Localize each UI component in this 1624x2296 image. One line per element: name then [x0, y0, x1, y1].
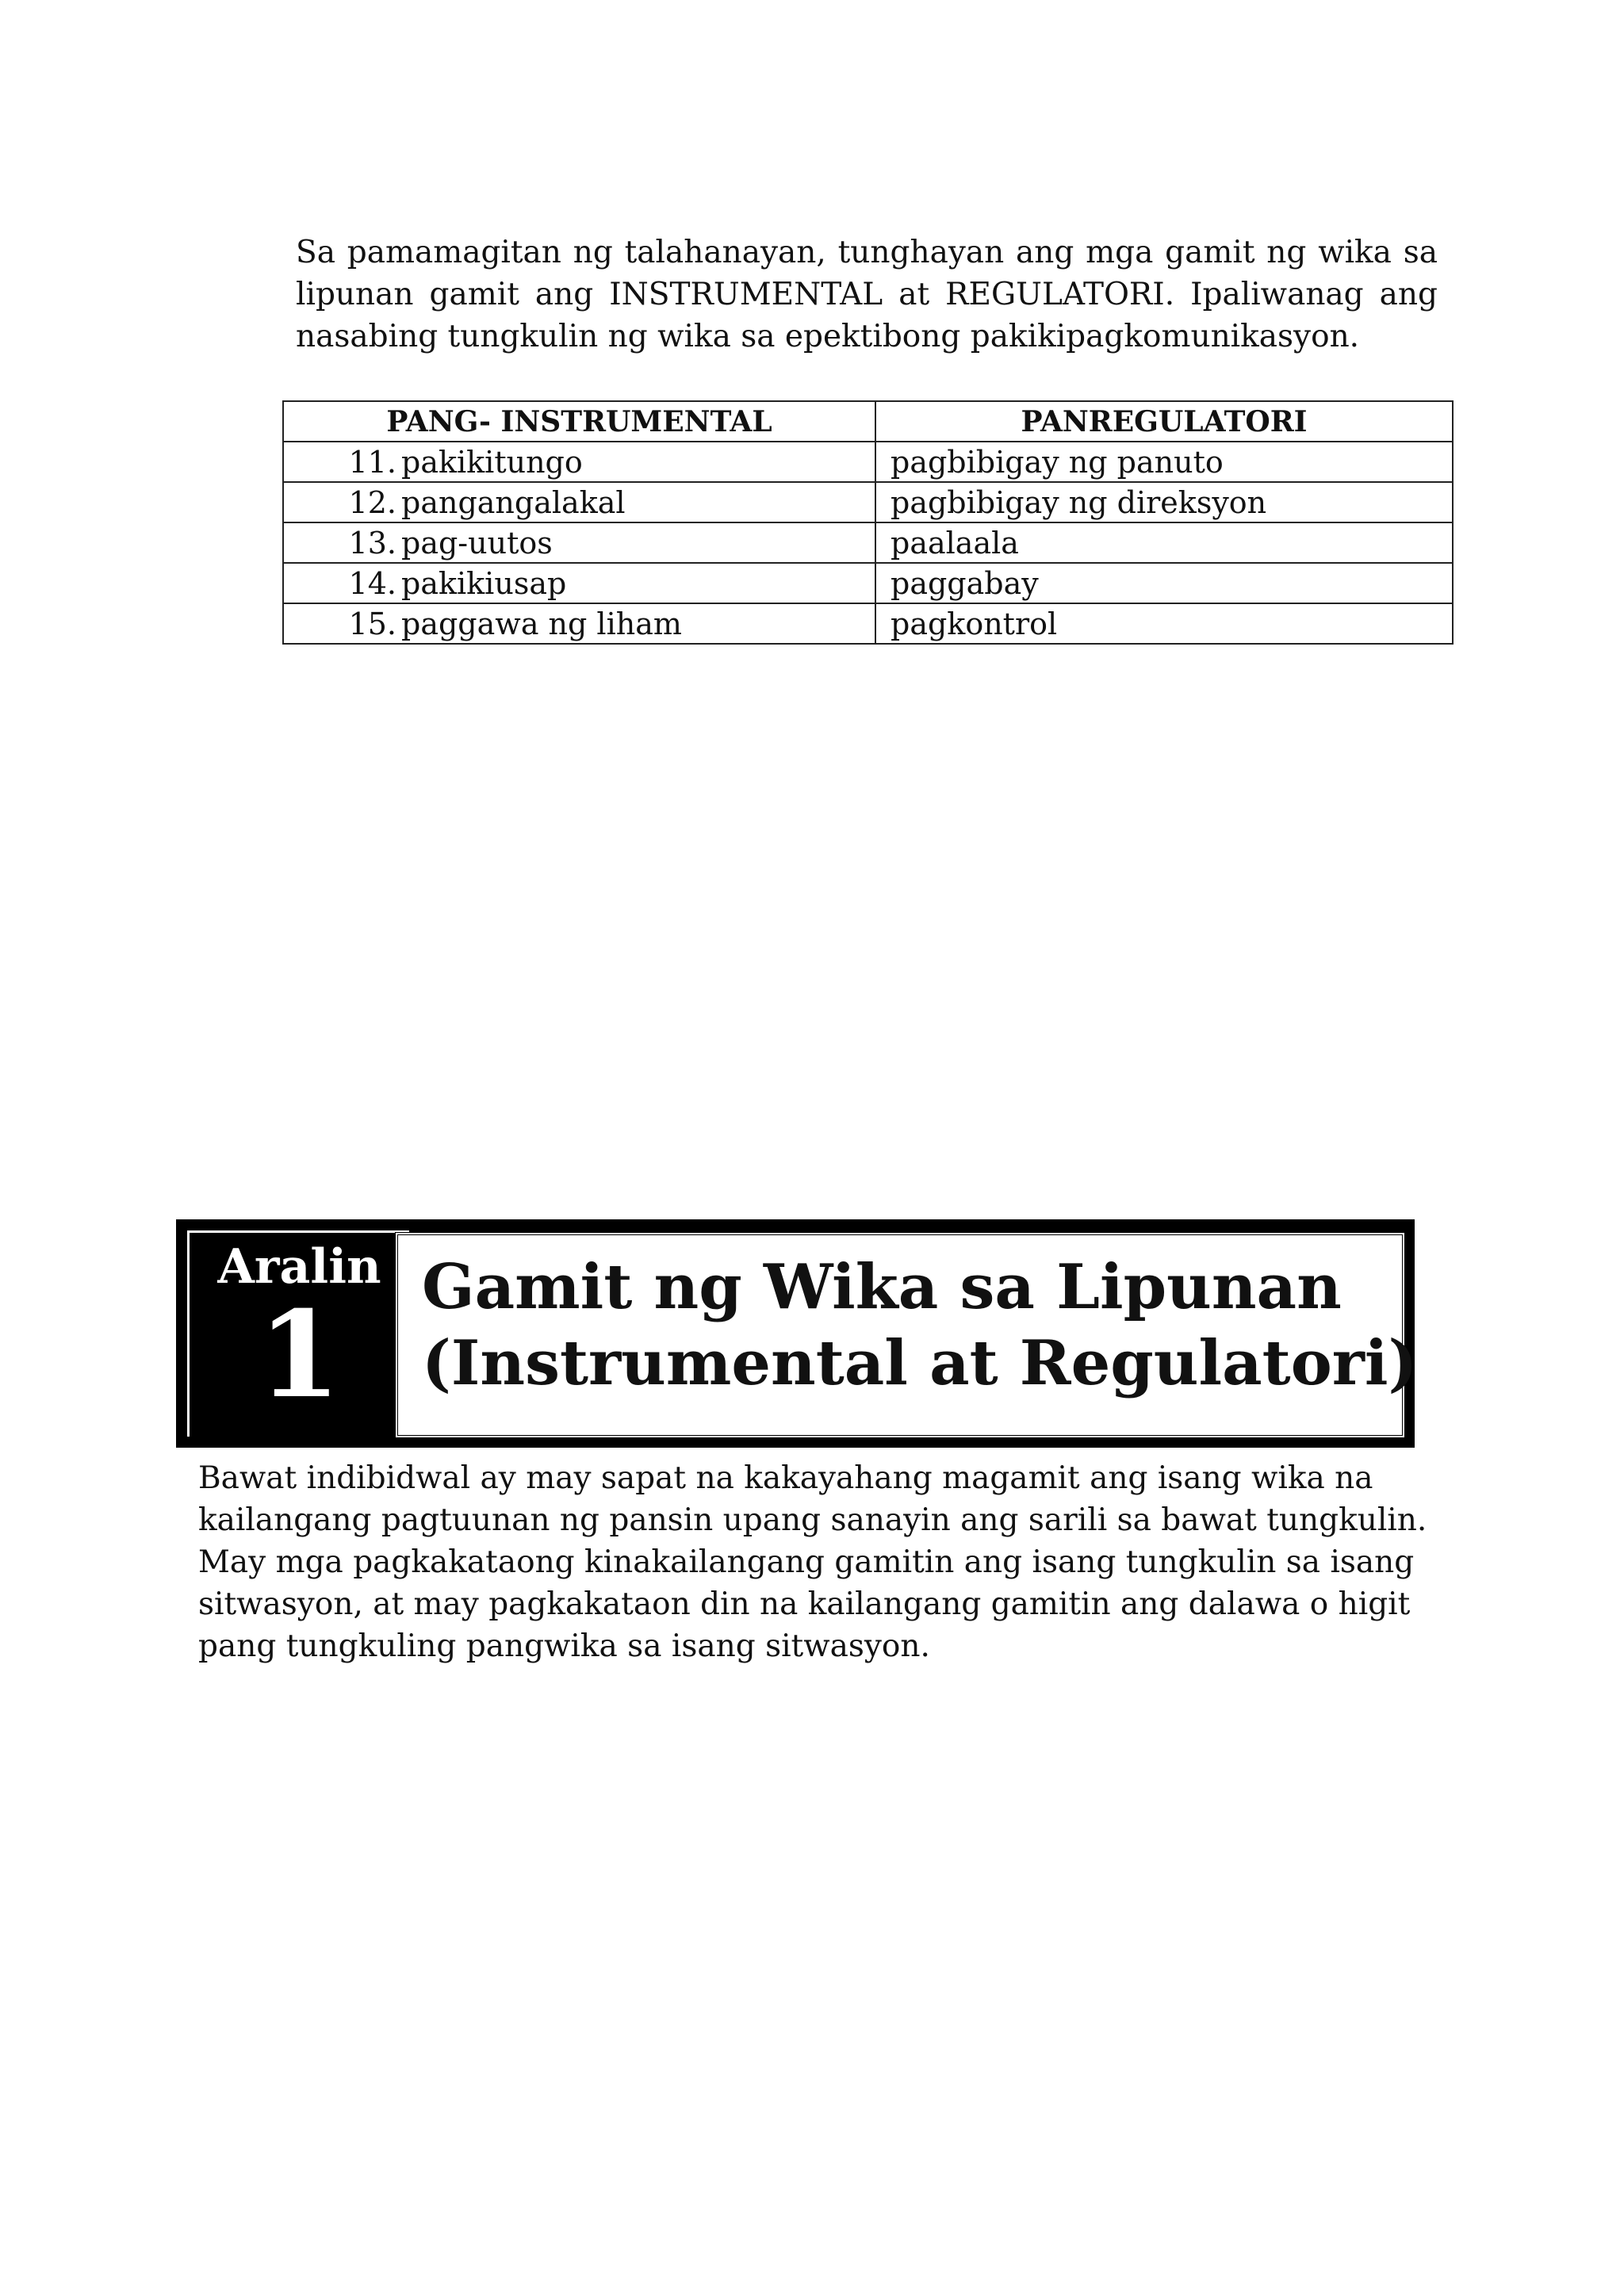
- regulatori-cell: paalaala: [875, 522, 1453, 563]
- instrumental-cell: [283, 442, 875, 482]
- row-number: 13.: [348, 525, 396, 561]
- body-paragraph: Bawat indibidwal ay may sapat na kakayahang magamit ang isang wika na kailangang pagtuunan ng pansin upang sanayin ang sarili sa bawat tungkulin. May mga pagkakataong kinakailangang gamitin ang isang tungkulin sa isang sitwasyon, at may pagkakataon din na kailangang gamitin ang dalawa o higit pang tungkuling pangwika sa isang sitwasyon.: [198, 1460, 1427, 1664]
- lesson-title-line-1: Gamit ng Wika sa Lipunan: [422, 1251, 1342, 1323]
- instrumental-cell: [283, 563, 875, 603]
- instrumental-text: paggawa ng liham: [401, 606, 682, 641]
- table-row: [283, 522, 1453, 563]
- lesson-title-line-2: (Instrumental at Regulatori): [422, 1327, 1418, 1399]
- lesson-number: 1: [258, 1285, 341, 1425]
- regulatori-cell: pagbibigay ng panuto: [875, 442, 1453, 482]
- table-row: [283, 442, 1453, 482]
- table-header-row: [283, 401, 1453, 442]
- regulatori-cell: pagbibigay ng direksyon: [875, 482, 1453, 522]
- table-row: [283, 603, 1453, 644]
- lesson-title-box: [395, 1232, 1418, 1438]
- row-number: 12.: [348, 484, 396, 520]
- regulatori-cell: paggabay: [875, 563, 1453, 603]
- header-regulatori: PANREGULATORI: [875, 401, 1453, 442]
- lesson-banner: [176, 1219, 1418, 1448]
- instrumental-cell: [283, 482, 875, 522]
- functions-table: [282, 400, 1454, 645]
- lesson-label: Aralin: [217, 1239, 381, 1295]
- instrumental-cell: [283, 522, 875, 563]
- row-number: 11.: [348, 444, 396, 480]
- table-row: [283, 563, 1453, 603]
- instrumental-cell: [283, 603, 875, 644]
- row-number: 15.: [348, 606, 396, 641]
- header-instrumental: PANG- INSTRUMENTAL: [283, 401, 875, 442]
- instrumental-text: pangangalakal: [401, 484, 626, 520]
- lesson-number-box: [187, 1230, 409, 1437]
- table-row: [283, 482, 1453, 522]
- instrumental-text: pakikiusap: [401, 565, 567, 601]
- instrumental-text: pakikitungo: [401, 444, 583, 480]
- instrumental-text: pag-uutos: [401, 525, 553, 561]
- regulatori-cell: pagkontrol: [875, 603, 1453, 644]
- lesson-title: [422, 1249, 1418, 1402]
- row-number: 14.: [348, 565, 396, 601]
- intro-paragraph: Sa pamamagitan ng talahanayan, tunghayan ang mga gamit ng wika sa lipunan gamit ang INSTRUMENTAL at REGULATORI. Ipaliwanag ang nasabing tungkulin ng wika sa epektibong pakikipagkomunikasyon.: [296, 235, 1438, 354]
